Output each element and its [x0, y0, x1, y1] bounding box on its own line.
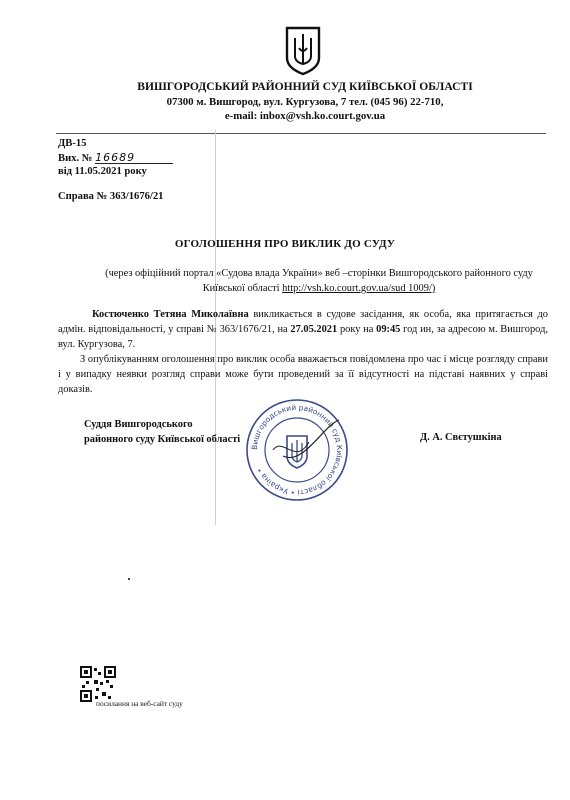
- qr-code-icon[interactable]: [80, 666, 116, 702]
- qr-note: посилання на веб-сайт суду: [96, 699, 183, 708]
- summons-paragraph: [58, 307, 548, 352]
- hearing-time: 09:45: [376, 324, 401, 335]
- court-email: e-mail: inbox@vsh.ko.court.gov.ua: [224, 110, 386, 122]
- notice-title: ОГОЛОШЕННЯ ПРО ВИКЛИК ДО СУДУ: [174, 238, 396, 250]
- signer-name: Д. А. Свєтушкіна: [420, 432, 502, 443]
- case-number: Справа № 363/1676/21: [58, 191, 164, 202]
- outgoing-number-line: [58, 151, 173, 164]
- court-address: 07300 м. Вишгород, вул. Кургузова, 7 тел. (045 96) 22-710,: [166, 96, 444, 108]
- summons-text-b: року на: [339, 324, 374, 335]
- person-name: Костюченко Тетяна Миколаївна: [92, 309, 249, 320]
- document-code: ДВ-15: [58, 138, 87, 149]
- portal-note: [84, 266, 554, 296]
- judge-title-line2: районного суду Київської області: [84, 434, 241, 445]
- hearing-date: 27.05.2021: [290, 324, 338, 335]
- court-name: ВИШГОРОДСЬКИЙ РАЙОННИЙ СУД КИЇВСЬКОЇ ОБЛАСТІ: [137, 80, 473, 93]
- court-seal-stamp: [243, 396, 351, 504]
- portal-text: (через офіційний портал «Судова влада України» веб –сторінки Вишгородського районного суду Київської області: [105, 268, 533, 294]
- header-divider: [56, 133, 546, 134]
- summons-text-a: викликається в судове засідання, як особа, яка притягається до адмін. відповідальності, у справі № 363/1676/21, на: [58, 309, 548, 335]
- mark-dot: [128, 578, 130, 580]
- summons-text-c: год ин, за адресою м. Вишгород, вул. Кургузова, 7.: [58, 324, 548, 350]
- stamp-text: Вишгородський районний суд Київської області • Україна •: [249, 402, 345, 498]
- judge-title-line1: Суддя Вишгородського: [84, 419, 193, 430]
- trident-emblem-icon: [283, 24, 323, 76]
- portal-link[interactable]: http://vsh.ko.court.gov.ua/sud 1009/): [282, 283, 436, 294]
- outgoing-date: від 11.05.2021 року: [58, 166, 147, 177]
- consequence-paragraph: З опублікуванням оголошення про виклик особа вважається повідомлена про час і місце розгляду справи і у випадку неявки розгляд справи може бути проведений за її відсутності на підставі наявних у справі доказів.: [58, 354, 548, 395]
- outgoing-number: 16689: [95, 151, 136, 164]
- outgoing-prefix: Вих. №: [58, 153, 93, 164]
